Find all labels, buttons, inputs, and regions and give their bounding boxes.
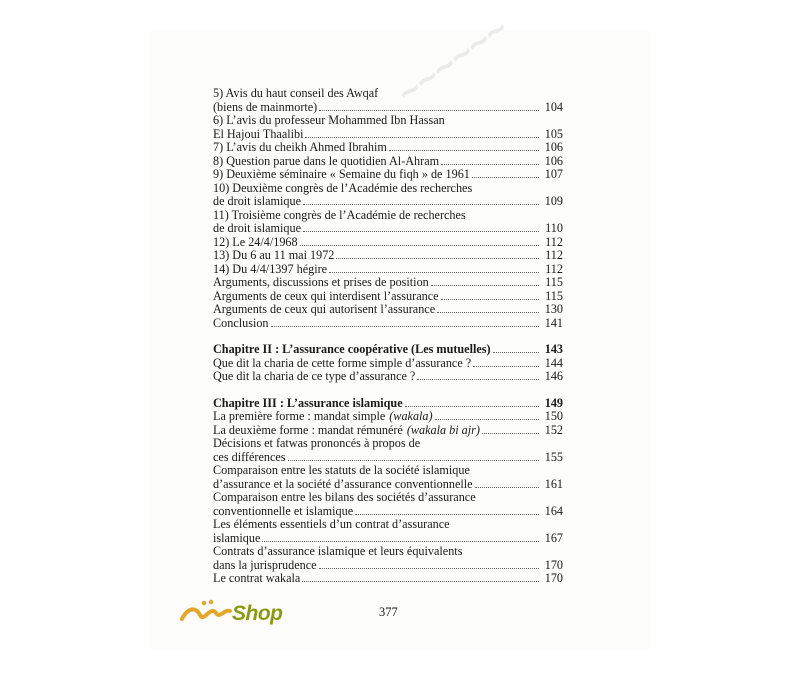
toc-page-number: 167: [544, 530, 563, 545]
toc-entry-text: dans la jurisprudence: [213, 558, 317, 572]
toc-line: [213, 478, 563, 492]
toc-page-number: 146: [544, 369, 563, 383]
toc-line: [213, 357, 563, 371]
toc-entry: [213, 141, 563, 155]
toc-entry-text: 6) L’avis du professeur Mohammed Ibn Hassan: [213, 114, 445, 127]
toc-page-number: 164: [544, 503, 563, 518]
toc-entry: [213, 424, 563, 438]
toc-entry-text: 10) Deuxième congrès de l’Académie des recherches: [213, 181, 473, 195]
toc-entry-text: Que dit la charia de cette forme simple d’assurance ?: [213, 356, 472, 370]
toc-line: [213, 451, 563, 465]
toc-line: [213, 303, 563, 317]
chapter-2-heading: [213, 343, 563, 357]
toc-entry: [213, 518, 563, 545]
toc-line: [213, 141, 563, 155]
toc-section-2: [213, 357, 563, 384]
toc-page-number: 170: [544, 557, 563, 572]
toc-entry-text: El Hajoui Thaalibi: [213, 127, 304, 141]
toc-line: [213, 559, 563, 573]
toc-page-number: 155: [544, 449, 563, 464]
toc-entry-text: 14) Du 4/4/1397 hégire: [213, 262, 328, 276]
toc-entry: [213, 276, 563, 290]
toc-entry-text: islamique: [213, 531, 261, 545]
chapter-3-heading: [213, 397, 563, 411]
toc-line: [213, 545, 563, 559]
toc-page-number: 144: [544, 355, 563, 370]
toc-entry-text: ces différences: [213, 450, 286, 464]
toc-entry: [213, 464, 563, 491]
toc-entry-italic: (wakala): [389, 409, 433, 423]
toc-entry: [213, 317, 563, 331]
toc-entry: [213, 545, 563, 572]
toc-entry-text: 12) Le 24/4/1968: [213, 235, 298, 249]
toc-entry-text: 13) Du 6 au 11 mai 1972: [213, 249, 335, 262]
toc-entry: [213, 437, 563, 464]
toc-entry-text: Que dit la charia de ce type d’assurance ?: [213, 370, 416, 383]
toc-page-number: 112: [545, 234, 563, 249]
toc-entry-text: 11) Troisième congrès de l’Académie de recherches: [213, 208, 466, 222]
toc-entry-text: Comparaison entre les bilans des sociétés d’assurance: [213, 491, 476, 504]
toc-line: [213, 182, 563, 196]
toc-entry: [213, 209, 563, 236]
toc-page-number: 161: [544, 476, 563, 491]
toc-line: [213, 249, 563, 263]
toc-line: [213, 572, 563, 586]
toc-entry-text: de droit islamique: [213, 222, 302, 235]
toc-page-number: 109: [544, 194, 563, 208]
toc-page-number: 112: [545, 248, 563, 262]
toc-line: [213, 505, 563, 519]
toc-section-3: [213, 410, 563, 586]
logo-text: Shop: [232, 602, 283, 625]
toc-page-number: 170: [544, 571, 563, 585]
toc-entry-text: (biens de mainmorte): [213, 100, 318, 114]
toc-entry: [213, 370, 563, 384]
toc-page-number: 110: [545, 221, 563, 235]
chapter-title: Chapitre III : L’assurance islamique: [213, 396, 403, 410]
toc-line: [213, 263, 563, 277]
toc-page-number: 150: [544, 409, 563, 423]
toc-entry: [213, 303, 563, 317]
toc-entry: [213, 87, 563, 114]
toc-entry: [213, 236, 563, 250]
toc-entry-text: Les éléments essentiels d’un contrat d’assurance: [213, 518, 450, 531]
toc-entry-text: 5) Avis du haut conseil des Awqaf: [213, 87, 379, 100]
toc-line: [213, 276, 563, 290]
toc-entry-text: Arguments de ceux qui autorisent l’assurance: [213, 303, 436, 316]
toc-entry-text: Contrats d’assurance islamique et leurs équivalents: [213, 545, 463, 558]
toc-page-number: 130: [544, 302, 563, 316]
toc-entry: [213, 182, 563, 209]
toc-line: [213, 464, 563, 478]
toc-line: [213, 155, 563, 169]
toc-line: [213, 87, 563, 101]
toc-page-number: 104: [544, 99, 563, 114]
toc-line: [213, 195, 563, 209]
toc-line: [213, 236, 563, 250]
toc-line: [213, 114, 563, 128]
toc-page-number: 107: [544, 167, 563, 181]
toc-entry-text: Le contrat wakala: [213, 572, 301, 585]
toc-entry-text: Comparaison entre les statuts de la société islamique: [213, 464, 470, 477]
toc-entry-text: Arguments de ceux qui interdisent l’assurance: [213, 289, 439, 303]
toc-entry: [213, 357, 563, 371]
toc-line: [213, 410, 563, 424]
toc-line: [213, 532, 563, 546]
toc-page-number: 105: [544, 126, 563, 141]
toc-line: [213, 370, 563, 384]
toc-entry: [213, 114, 563, 141]
chapter-title: Chapitre II : L’assurance coopérative (Les mutuelles): [213, 343, 491, 356]
toc-entry-text: 9) Deuxième séminaire « Semaine du fiqh » de 1961: [213, 168, 470, 181]
chapter-page: 143: [544, 342, 563, 356]
toc-page-number: 115: [545, 275, 563, 289]
toc-entry: [213, 263, 563, 277]
toc-entry-text: Décisions et fatwas prononcés à propos de: [213, 437, 421, 450]
toc-page-number: 152: [544, 422, 563, 437]
toc-page-number: 141: [544, 315, 563, 330]
toc-line: [213, 128, 563, 142]
toc-entry-text: Conclusion: [213, 316, 269, 330]
toc-line: [213, 168, 563, 182]
toc-line: [213, 222, 563, 236]
toc-entry: [213, 249, 563, 263]
toc-line: [213, 437, 563, 451]
watermark: ~~~~~~: [389, 7, 517, 114]
toc-section-1: [213, 87, 563, 330]
page-number: 377: [379, 605, 398, 619]
toc-entry: [213, 155, 563, 169]
chapter-page: 149: [544, 395, 563, 410]
toc-entry: [213, 491, 563, 518]
toc-line: [213, 209, 563, 223]
toc-entry: [213, 290, 563, 304]
toc-page-number: 106: [544, 153, 563, 168]
toc-entry-text: La première forme : mandat simple: [213, 410, 386, 423]
toc-entry-text: La deuxième forme : mandat rémunéré: [213, 423, 403, 437]
toc-line: [213, 317, 563, 331]
toc-entry: [213, 410, 563, 424]
toc-page-number: 106: [544, 140, 563, 154]
toc-entry-text: d’assurance et la société d’assurance conventionnelle: [213, 477, 473, 491]
toc-entry: [213, 168, 563, 182]
toc-line: [213, 424, 563, 438]
toc-entry-text: 8) Question parue dans le quotidien Al-Ahram: [213, 154, 440, 168]
toc-line: [213, 101, 563, 115]
toc-page-number: 115: [545, 288, 563, 303]
toc-line: [213, 518, 563, 532]
toc-page-number: 112: [545, 261, 563, 276]
toc-entry-text: Arguments, discussions et prises de position: [213, 276, 429, 289]
toc-line: [213, 290, 563, 304]
table-of-contents: [213, 87, 563, 586]
toc-entry-text: de droit islamique: [213, 195, 302, 208]
toc-entry-italic: (wakala bi ajr): [406, 422, 480, 437]
toc-entry-text: conventionnelle et islamique: [213, 504, 354, 518]
toc-line: [213, 491, 563, 505]
toc-entry-text: 7) L’avis du cheikh Ahmed Ibrahim: [213, 141, 387, 154]
toc-entry: [213, 572, 563, 586]
